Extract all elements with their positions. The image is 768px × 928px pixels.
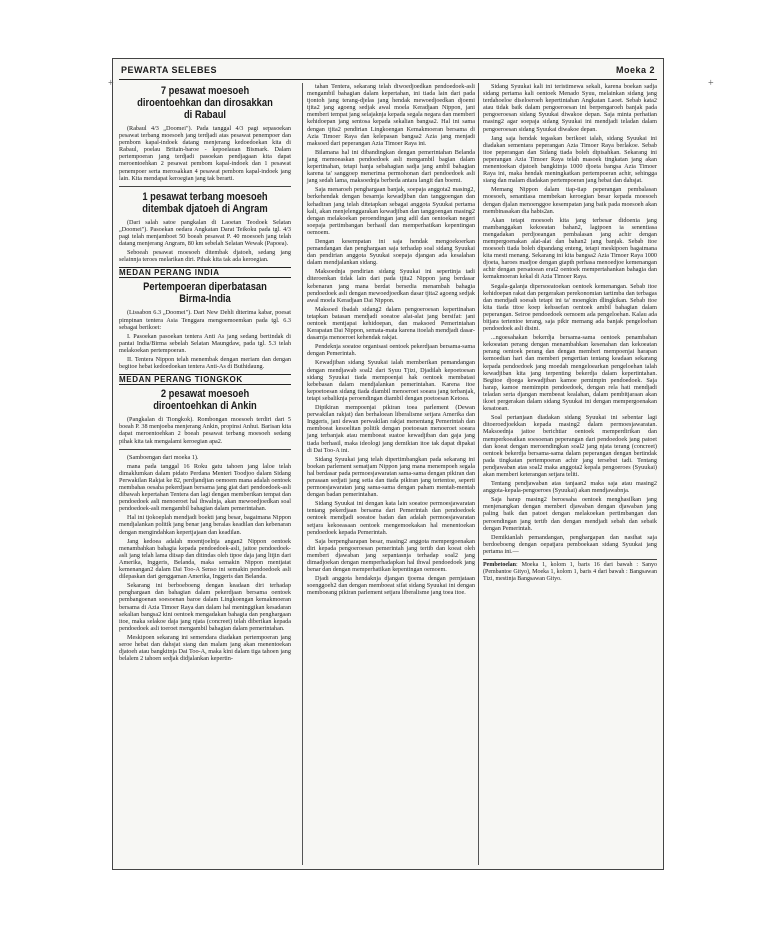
section-india: MEDAN PERANG INDIA — [119, 267, 291, 278]
article-paragraph: Pendeknja soeatoe organisasi oentoek pekerdjaan bersama-sama dengan Pemerintah. — [307, 343, 475, 358]
column-2 — [302, 83, 475, 865]
article-paragraph: Dengan kesempatan ini saja hendak mengoekoerkan pemandangan dan penghargaan saja terhadap soal sidang Syuukai dan pendirian anggota Syuukai soepaja djangan ada kesalahan dalam mendjalankan sidang. — [307, 237, 475, 267]
binding-mark: + — [108, 78, 114, 89]
article-paragraph: ...ngoesahakan bekerdja bersama-sama oentoek penambahan kekoeatan perang dengan menambahkan kesenahan dan kekoeatan perang oentoek perang dan dengan memberi mempoenjai harapan kemoedian hari dan memberi pengertian tentang keadaan sekarang kepada pendoedoek jang moedah mengeloearkan pengeloehan ialah kewadjiban kita jang terpenting bekerdja dalam kepertintahan. Begitoe djoega kewadjiban kamoe pemimpin pendoedoek. Saja harap, kamoe memimpin pendoedoek, dengan rela hati mendjadi teladan serta djangan membeeat kealahan, dalam pembitjaraan akan ikoet pergerakan dalam sidang Syuukai ini dengan mempergoenakan kesatoean. — [483, 334, 657, 413]
article-paragraph: Memang Nippon dalam tiap-tiap peperangan pembalasan moesoeh, senantiasa membekan keroegian besar kepada moesoeh dengan djalan menoenggoe kesempatan jang baik pada moesoeh akan membinasakan dia habis2an. — [483, 186, 657, 215]
article-paragraph: Saja menaroeh penghargaan banjak, soepaja anggota2 masing2, berkehendak dengan besarnja kewadjiban dan tanggoengan dan kehadiran jang telah ditetapkan sebagai anggota Syuukai pertama kali, akan menjelenggarakan kewadjiban dan tanggoengan masing2 dengan melakoekan peroendingan jang adil dan oentoekan negeri soepaja pertimbangan berhasil dan memperhatikan kepentingan oemoem. — [307, 186, 475, 236]
binding-mark: + — [708, 78, 714, 89]
article-paragraph: Maksoed ibadah sidang2 dalam pengoeroesan kepertinahan tetapkan batasan mendjadi soeatoe alat-alat jang bersifat: jani oentoek mentjapai kehidoepan, dan maksoed Pemerintahan Kerapatan Dai Nippon, semata-mata karena itoelah mendjadi dasar-dasarnja menoeroet kehendak rakjat. — [307, 305, 475, 342]
article-paragraph: Saja berpengharapan besar, masing2 anggota mempergoenakan diri kepada pengoeroesan pemerintah jang tertib dan koeat oleh memberi djawaban jang sepantasnja terhadap soal2 jang dimadjoekan dengan memperhadapkan hal ihwal pendoedoek jang benar dan dengan memperhatikan kepentingan oemoem. — [307, 537, 475, 574]
correction-note — [483, 559, 657, 583]
newspaper-page — [112, 58, 664, 870]
divider — [119, 449, 291, 450]
headline-angram: 1 pesawat terbang moesoeh ditembak djatoeh di Angram — [142, 190, 268, 215]
column-1 — [119, 83, 291, 865]
paper-name: PEWARTA SELEBES — [121, 65, 218, 75]
article-paragraph: Segala-galanja dipersoeatoekan oentoek kemenangan. Sebab itoe kehidoepan rakat dan pergerakan perekonomian tartimba dan terbagas dan mendjadi soesah tetapi ini ta' moengkin dlingkikan. Sebab itoe kita tiada titoe koep kehssefan oentoek ambil bahagian dalam peperangan. Seiroe pendoedoek oemoem ada pengeloehan. Kalau ada bitjara tertentoe terang, saja pikir memang ada banjak pengeloehan pendoedoek asli disini. — [483, 282, 657, 333]
article-paragraph: (Rabaul 4/3 „Doomei"). Pada tanggal 4/3 pagi sepasoekan pesawat terbang moesoeh jang terdjadi atas pesawat penempoer dan pembom kapal-indoek datang menjerang kedoedoekan kita di Rabaul, poelau Britain-baroe - kepoelauan Bismark. Dalam pertempoeran jang terdjadi pasoekan pendjagaan kita dapat meroentoehkan 2 pesawat pembom kapal-indoek dan 1 pesawat penempoer serta merosakkan 4 pesawat pembom kapal-indoek jang lain. Kita mendapat keroegian jang tak berarti. — [119, 125, 291, 182]
column-3 — [478, 83, 657, 865]
headline-rabaul: 7 pesawat moesoeh diroentoehkan dan dirosakkan di Rabaul — [137, 85, 273, 121]
article-paragraph: Saja harap masing2 beroesaha oentoek menghasilkan jang menjenangkan dengan memberi djawaban dengan djawaban jang paling baik dan patoet dengan melakoekan pertimbangan dan peroendingan jang tertib dan dengan mendjadi sebah dan sebaik dengan Pemerintah. — [483, 496, 657, 532]
article-paragraph: Demikianlah pemandangan, penghargapan dan nasihat saja berdoeboeng dengan oepatjara pemboekaan sidang Syuukai jang pertama ini.— — [483, 533, 657, 555]
article-paragraph: Sidang Syuukai jang telah dipertimbangkan pada sekarang ini boekan parlement sematjam Nippon jang mana menempoeh segala hal berdasar pada permoesjawaratan sama-sama dengan pikiran dan perasaan sedjati jang setia dan tiada pikiran jang tertentoe, seperti permoesjawaratan jang sama-sama dengan paham mentah-mentah dengan badan pemerintahan. — [307, 455, 475, 499]
article-paragraph: Akan tetapi moesoeh kita jang terbesar didoenia jang mambanggakan kekoeatan bahan2, lagipoen ia senentiasa mengadakan perdjoeangan pembalasan jang achir dengan mempergoenakan alat-alat dan bahan2 jang banjak. Sebab itoe moesoeh tiada boleh dipandang enteng, tetapi meskipoen bagaimana kita mesti menang. Sekarang ini kita bangsa2 Azia Timoer Raya 1000 djoeta, haroes madjoe dengan giapth perhasa menoedjoe kemenangan achir dengan persatoean erat2 oentoek mempertahankan bahagia dan kemakmoeran kekal di Azia Timoer Raya. — [483, 216, 657, 281]
article-paragraph: Sidang Syuukai kali ini teristimewa sekali, karena boekan sadja sidang pertama kali oentoek Menado Syuu, melainkan sidang jang terdahoeloe diseloeroeh kepertintahan Angkatan Laoet. Sebab kata2 atau tidak baik dalam pengoeroesan ini berpengaroeh banjak pada pengoeroesan sidang Syuukai diwakoe depan. Saja minta perhatian masing2 agar soepaja sidang Syuukai ini mendjadi teladan dalam pengoeroesan sidang Syuukai diwakoe depan. — [483, 83, 657, 133]
article-paragraph: Maksoednja pendirian sidang Syuukai ini sepertinja tadi diteroenkan tidak lain dari pada tjita2 Nippon jang berdasar kebenaran jang mana berdat bersedia menambah bahagia pendoedoek asli dengan mewoedjoedkan dasar tjita2 agoeng sedjak awal moela Keradjaan Dai Nippon. — [307, 268, 475, 304]
divider — [119, 186, 291, 187]
masthead — [119, 61, 657, 80]
article-paragraph: I. Pasoekan pasoekan tentera Anti As jang sedang bertindak di pantai India/Birma sebelah Selatan Maungdaw, pada tgl. 5.3 telah melakoekan pertempoeran. — [119, 332, 291, 354]
article-paragraph: Sidang Syuukai ini dengan kata lain soeatoe permoesjawaratan tentang pekerdjaan bersama dari Pemerintah dan pendoedoek oentoek mendjadi soeatoe badan dan adalah permoesjawaratan setjara kekoeasaan oentoek mengemoekakan hal menentoekan pendoedoek kepada Pemerintah. — [307, 500, 475, 536]
correction-text: : Moeka 1, kolom 1, baris 16 dari bawah : Sanyo (Pembantoe Gityo), Moeka 1, kolom 1, baris 4 dari bawah : Bangsawan Tizi, mestinja Bangsawan Gityo. — [483, 562, 657, 583]
article-paragraph: Meskipoen sekarang ini semendara diadakan pertempoeran jang seroe hebat dan dahsjat siang dan malam jang akan menentoekan djatoeh atau bangkitnja Dai Too-A, maka kini dalam tiga tahoen jang belalem 2 tahoen sedjak didjalankan kepertin- — [119, 633, 291, 663]
article-paragraph: Seboeah pesawat moesoeh ditembak djatoeh, sedang jang selainnja teroes melarikan diri. Pihak kita tak ada keroegian. — [119, 249, 291, 264]
continuation-note: (Samboengan dari moeka 1). — [127, 453, 199, 461]
article-paragraph: Hal ini tjokoeplah mendjadi boekti jang besar, bagaimana Nippon mendjalankan politik jang benar jang beralas keadilan dan kebenaran dengan mengindahkan kepertjajaan dan keadilan. — [119, 514, 291, 536]
article-paragraph: Jang saja hendak tegaskan berikoet ialah, sidang Syuukai ini diadakan sementara peperangan Azia Timoer Raya berlakoe. Sebab itoe peperangan dan Sidang tiada boleh dipisahkan. Sekarang ini peperangan Azia Timoer Raya telah masoek tingkatan jang akan menentoekan djatoeh bangkitnja 1000 djoeta bangsa Azia Timoer Raya ini, maka hendak meningkatkan pertempoeran achir, sehingga siang dan malam diadakan pertempoeran jang hebat dan dahsjat. — [483, 134, 657, 185]
article-paragraph: tahan Tentera, sekarang telah diwoedjoedkan pendoedoek-asli mengambil bahagian dalam kepertahan, ini tiada lain dari pada tjontoh jang terang-djelas jang hendak mewoedjoedkan djoemi tjita2 jang agoeng sedjak awal moela Keradjaan Nippon, jani memberi tempat jang selajaknja kepada segala negara dan memberi kehidoepan jang sentosa kepada sekalian bangsa2. Hal ini sama dengan tjita2 pendirian Lingkoengan Kemakmoeran bersama di Azia Timoer Raya dan kelepasan bangsa2 Azia jang menjadi maksoed dari peperangan Azia Timoer Raya ini. — [307, 83, 475, 147]
page-number: Moeka 2 — [615, 65, 655, 75]
headline-birma: Pertempoeran diperbatasan Birma-India — [143, 281, 267, 306]
article-paragraph: Tentang pendjawaban atas tanjaan2 maka saja atau masing2 anggota-kepala-pengoeroes (Syuukai) akan mendjawabnja. — [483, 480, 657, 495]
article-paragraph: Soal pertanjaan diadakan sidang Syuukai ini sebentar lagi ditoeroedjoekkan kepada masing2 dalam permoesjawaratan. Maksoednja jaitoe berichtiar oentoek memperdirikan dan memperkoeatkan soesoenan peperangan dari pendoedoek jang patoet dan koeat dengan meroendingkan soal2 jang njata terang (concreet) oentoek bekerdja bersama-sama dalam peperangan dengan bertindak pada tingkatan pertempoeran achir jang tersebut tadi. Tentang pendjawaban atas soal2 maka anggota2 kepala pengoeroes (Syuukai) akan memberi keterangan setjara teliti. — [483, 414, 657, 478]
article-paragraph: Jang kedoea adalah moentjoelnja angan2 Nippon oentoek menambahkan bahagia kepada pendoedoek-asli, jaitoe pendoedoek-asli jang telah lama diisap dan ditindas oleh tipoe daja jang litjin dari Amerika, Inggeris, Belanda, maka semakin Nippon mentjatat kemenangan2 dalam Dai Too-A Senso ini semakin pendoedoek asli dilepaskan dari genggaman Amerika, Inggeris dan Belanda. — [119, 537, 291, 581]
article-paragraph: Bilamana hal ini dibandingkan dengan pemerintahan Belanda jang memoeaskan pendoedoek asli mengambil bagian dalam kepertinahan, tetapi hanja sebahagian sadja jang ambil bahagian karena ta' sanggoep menerima permohonan dari pendoedoek asli jang sedah lama, maksoednja berbeda antara langit dan boemi. — [307, 148, 475, 185]
article-paragraph: Dipikiran mempoenjai pikiran toea parlement (Dewan perwakilan rakjat) dan berhaloean liberalisme setjara Amerika dan Inggeris, jani dewan perwakilan rakjat menentang Pemerintah dan memboeat kesoelitan politik dengan poetoesan menoeroet soeara jang terbanjak atau memboeat suatoe kewadjiban dan gaja jang tiada berhasil, maka ideologi jang demikian itoe tak dapat dipakai di Dai Too-A ini. — [307, 404, 475, 454]
article-paragraph: Kewadjiban sidang Syuukai ialah memberikan pemandangan dengan mendjawab soal2 dari Syuu Tjizi, Djadilah kepoetoesan sidang Syuukai tiada mempoenjai hak oentoek membatasi kebebasan dalam mendjalankan pemerintahan. Karena itoe kepoetoesan sidang tiada diambil menoeroet soeara jang terbanjak, tetapi sebaliknja peroendingan diambil dengan poetoesan Ketoea. — [307, 359, 475, 402]
article-paragraph: (Dari salah satoe pangkalan di Laoetan Teodoek Selatan „Doomei"). Pasoekan oedara Angkatan Darat Teikoku pada tgl. 4/3 pagi telah menjamboet 50 boeah pesawat P. 40 moesoeh jang telah datang menjerang Angram, 80 km sebelah Selatan Wewak (Papoea). — [119, 218, 291, 248]
article-paragraph: II. Tentera Nippon telah menembak dengan meriam dan dengan begitoe hebat kedoedoekan tentera Anti-As di Buthidaung. — [119, 355, 291, 371]
article-paragraph: Djadi anggota hendaknja djangan tjoema dengan pernjataan soenggoeh2 dan dengan memboeat sifat sidang Syuukai ini dengan memboeang pikiran parlement setjara liberalisme jang toea itoe. — [307, 575, 475, 597]
headline-ankin: 2 pesawat moesoeh diroentoehkan di Ankin — [153, 388, 257, 413]
correction-label: Pembetoelan — [483, 562, 516, 568]
article-paragraph: (Pangkalan di Tiongkok). Rombongan moesoeh terdiri dari 5 boeah P. 38 menjoeba menjerang Ankin, propinsi Anhui. Barisan kita dapat meroentoehkan 2 boeah pesawat terbang moesoeh sedang pihak kita tak mengalami keroegian apa2. — [119, 416, 291, 445]
article-paragraph: (Lissabon 6.3 „Doomei"). Dari New Dehli diterima kabar, poesat pimpinan tentera Asia Tenggara mengoemoemkan pada tgl. 6.3 sebagai berikoet: — [119, 309, 291, 331]
section-tiongkok: MEDAN PERANG TIONGKOK — [119, 374, 291, 385]
article-paragraph: mana pada tanggal 16 Roku gatu tahoen jang laloe telah dimaklumkan dalam pidato Perdana Menteri Toodjoo dalam Sidang Perwakilan Rakjat ke 82, perdjandjian oemoem mana adalah oentoek membahas oesaha pekerdjaan bersama jang giat dari pendoedoek-asli dibawah kepertahan Tentera dan lagi dengan memberikan tempat dan pendoedoek asli menoeroet hal ihwalnja, akan mewoedjoedkan soal pendoedoek-asli mengambil bahagian dalam pemerintahan. — [119, 462, 291, 513]
article-paragraph: Sekarang ini berboeboeng dengan keadaan diri terhadap penghargaan dan bahagian dalam pekerdjaan bersama oentoek pembangoenan soesoenan baroe dalam Lingkoengan kemakmoeran bersama di Azia Timoer Raya dan dalam hal meninggikan kesadaran sekalian bangsa2 kini oentoek mengadakan bahagia dan penghargaan itoe, maka selakoe daja jang njata (concreet) telah diberikan kepada pendoedoek asli toeroet mengambil bahagian dalam pemerintahan. — [119, 582, 291, 632]
